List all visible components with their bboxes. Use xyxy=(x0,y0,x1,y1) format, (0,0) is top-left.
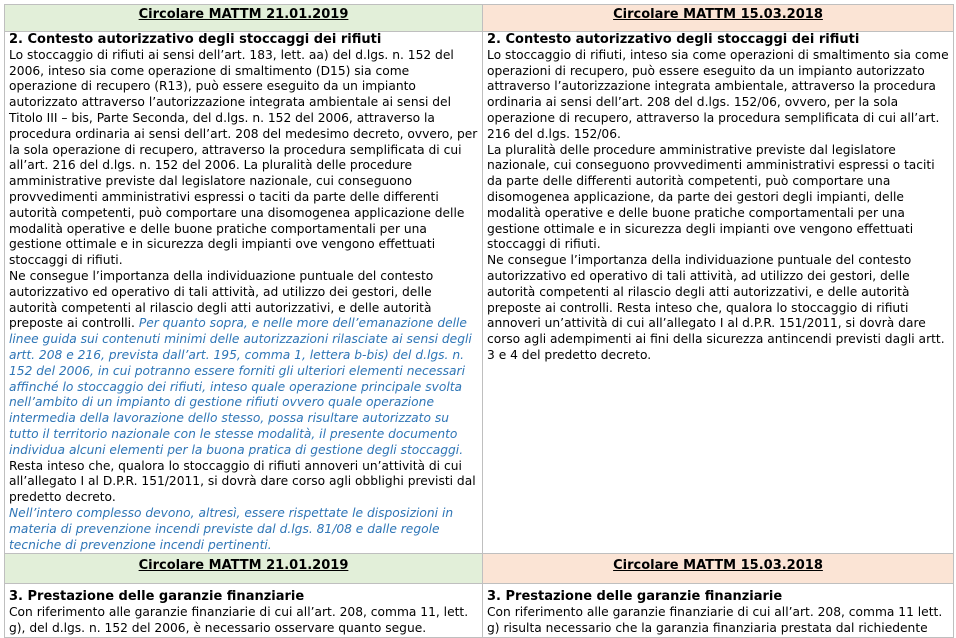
comparison-table xyxy=(4,4,954,638)
section-3-right-cell xyxy=(483,584,954,637)
section-2-left-paragraph-2-italic: Per quanto sopra, e nelle more dell’emanazione delle linee guida sui contenuti minimi delle autorizzazioni rilasciate ai sensi degli artt. 208 e 216, prevista dall’art. 195, comma 1, lettera b-bis) del d.lgs. n. 152 del 2006, in cui potranno essere forniti gli ulteriori elementi necessari affinché lo stoccaggio dei rifiuti, inteso quale operazione principale svolta nell’ambito di un impianto di gestione rifiuti ovvero quale operazione intermedia della lavorazione dello stesso, possa risultare autorizzato su tutto il territorio nazionale con le stesse modalità, il presente documento individua alcuni elementi per la buona pratica di gestione degli stoccaggi. xyxy=(9,316,472,457)
section-2-left-cell xyxy=(5,32,483,554)
header-row-2 xyxy=(5,554,954,584)
section-2-left-paragraph-1: Lo stoccaggio di rifiuti ai sensi dell’art. 183, lett. aa) del d.lgs. n. 152 del 2006, inteso sia come operazione di smaltimento (D15) sia come operazione di recupero (R13), può essere eseguito da un impianto autorizzato attraverso l’autorizzazione integrata ambientale ai sensi del Titolo III – bis, Parte Seconda, del d.lgs. n. 152 del 2006, attraverso la procedura ordinaria ai sensi dell’art. 208 del medesimo decreto, ovvero, per la sola operazione di recupero, attraverso la procedura semplificata di cui all’art. 216 del d.lgs. n. 152 del 2006. La pluralità delle procedure amministrative previste dal legislatore nazionale, cui conseguono provvedimenti amministrativi espressi o taciti da parte delle differenti autorità competenti, può comportare una disomogenea applicazione delle modalità operative e delle buone pratiche comportamentali per una gestione ottimale e in sicurezza degli impianti ove vengono effettuati stoccaggi di rifiuti. xyxy=(9,47,478,268)
section-3-left-cell xyxy=(5,584,483,637)
section-2-right-cell xyxy=(483,32,954,554)
section-2-right-paragraph-3: Ne consegue l’importanza della individuazione puntuale del contesto autorizzativo ed operativo di tali attività, ad utilizzo dei gestori, delle autorità competenti al rilascio degli atti autorizzativi, e delle autorità preposte ai controlli. Resta inteso che, qualora lo stoccaggio di rifiuti annoveri un’attività di cui all’allegato I al d.P.R. 151/2011, si dovrà dare corso agli adempimenti ai fini della sicurezza antincendi previsti dagli artt. 3 e 4 del predetto decreto. xyxy=(487,253,945,362)
section-2-row xyxy=(5,32,954,554)
section-3-right-title: 3. Prestazione delle garanzie finanziarie xyxy=(487,589,783,605)
header-right-2018-repeat: Circolare MATTM 15.03.2018 xyxy=(483,554,954,584)
section-3-left-paragraph-1: Con riferimento alle garanzie finanziarie di cui all’art. 208, comma 11, lett. g), del d.lgs. n. 152 del 2006, è necessario osservare quanto segue. xyxy=(9,605,469,635)
section-3-left-title: 3. Prestazione delle garanzie finanziarie xyxy=(9,589,305,605)
header-left-2019: Circolare MATTM 21.01.2019 xyxy=(5,5,483,32)
section-2-left-paragraph-2-text: Ne consegue l’importanza della individuazione puntuale del contesto autorizzativo ed operativo di tali attività, ad utilizzo dei gestori, delle autorità competenti al rilascio degli atti autorizzativi, e delle autorità preposte ai controlli. xyxy=(9,268,434,331)
section-2-left-paragraph-2 xyxy=(9,269,478,459)
header-row-1 xyxy=(5,5,954,32)
section-3-right-paragraph-1: Con riferimento alle garanzie finanziarie di cui all’art. 208, comma 11 lett. g) risulta necessario che la garanzia finanziaria prestata dal richiedente xyxy=(487,605,943,635)
section-2-left-title: 2. Contesto autorizzativo degli stoccaggi dei rifiuti xyxy=(9,32,382,47)
section-2-right-title: 2. Contesto autorizzativo degli stoccaggi dei rifiuti xyxy=(487,32,860,47)
section-2-left-paragraph-4-italic: Nell’intero complesso devono, altresì, essere rispettate le disposizioni in materia di prevenzione incendi previste dal d.lgs. 81/08 e dalle regole tecniche di prevenzione incendi pertinenti. xyxy=(9,505,454,552)
section-2-left-paragraph-3: Resta inteso che, qualora lo stoccaggio di rifiuti annoveri un’attività di cui all’allegato I al D.P.R. 151/2011, si dovrà dare corso agli obblighi previsti dal predetto decreto. xyxy=(9,458,476,505)
section-3-row xyxy=(5,584,954,637)
section-2-right-paragraph-2: La pluralità delle procedure amministrative previste dal legislatore nazionale, cui conseguono provvedimenti amministrativi espressi o taciti da parte delle differenti autorità competenti, può comportare una disomogenea applicazione, da parte dei gestori degli impianti, delle modalità operative e delle buone pratiche comportamentali per una gestione ottimale e in sicurezza degli impianti ove vengono effettuati stoccaggi di rifiuti. xyxy=(487,142,935,252)
comparison-table-wrapper xyxy=(4,4,954,638)
header-left-2019-repeat: Circolare MATTM 21.01.2019 xyxy=(5,554,483,584)
header-right-2018: Circolare MATTM 15.03.2018 xyxy=(483,5,954,32)
section-2-right-paragraph-1: Lo stoccaggio di rifiuti, inteso sia come operazioni di smaltimento sia come operazioni di recupero, può essere eseguito da un impianto autorizzato attraverso l’autorizzazione integrata ambientale, attraverso la procedura ordinaria ai sensi dell’art. 208 del d.lgs. 152/06, ovvero, per la sola operazione di recupero, attraverso la procedura semplificata di cui all’art. 216 del d.lgs. 152/06. xyxy=(487,47,949,141)
